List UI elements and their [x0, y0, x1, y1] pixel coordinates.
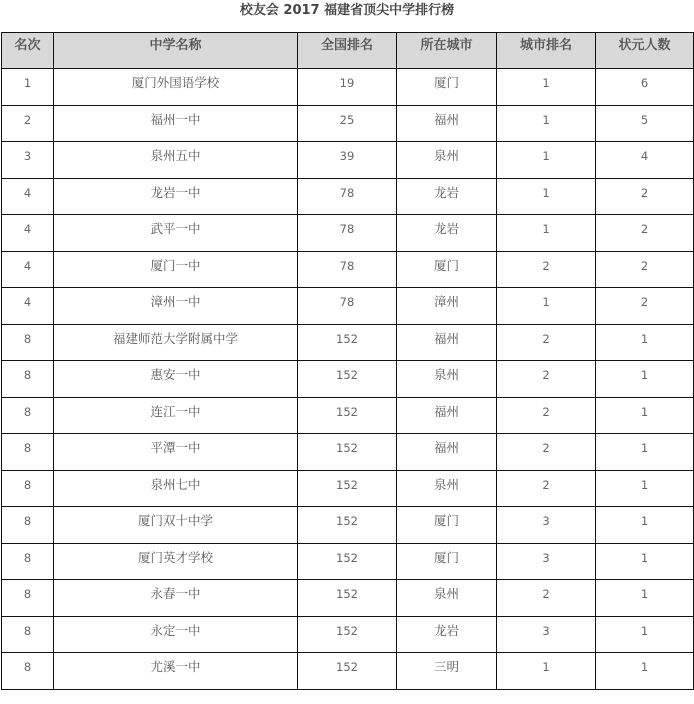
page-title: 校友会 2017 福建省顶尖中学排行榜 [239, 3, 455, 18]
cell-rank: 8 [2, 653, 54, 690]
cell-city: 泉州 [397, 470, 497, 507]
table-row [2, 215, 694, 252]
cell-city-rank: 2 [497, 361, 596, 398]
cell-city: 厦门 [397, 251, 497, 288]
cell-rank: 8 [2, 580, 54, 617]
cell-national-rank: 78 [298, 178, 397, 215]
cell-top-scorers: 1 [596, 324, 694, 361]
table-row [2, 361, 694, 398]
header-top-scorers: 状元人数 [596, 33, 694, 69]
cell-school-name: 厦门英才学校 [54, 543, 298, 580]
cell-rank: 4 [2, 288, 54, 325]
cell-city: 福州 [397, 434, 497, 471]
cell-school-name: 泉州七中 [54, 470, 298, 507]
cell-rank: 3 [2, 142, 54, 179]
table-row [2, 507, 694, 544]
cell-city: 龙岩 [397, 178, 497, 215]
cell-top-scorers: 1 [596, 616, 694, 653]
cell-national-rank: 78 [298, 288, 397, 325]
table-row [2, 251, 694, 288]
cell-school-name: 泉州五中 [54, 142, 298, 179]
cell-rank: 4 [2, 251, 54, 288]
cell-rank: 1 [2, 69, 54, 106]
cell-top-scorers: 1 [596, 361, 694, 398]
cell-city-rank: 2 [497, 324, 596, 361]
header-national-rank: 全国排名 [298, 33, 397, 69]
cell-top-scorers: 1 [596, 543, 694, 580]
table-row [2, 543, 694, 580]
cell-national-rank: 25 [298, 105, 397, 142]
table-row [2, 324, 694, 361]
cell-national-rank: 152 [298, 616, 397, 653]
table-header [2, 33, 694, 69]
header-school-name: 中学名称 [54, 33, 298, 69]
cell-city: 福州 [397, 397, 497, 434]
table-row [2, 580, 694, 617]
cell-city: 泉州 [397, 361, 497, 398]
cell-national-rank: 78 [298, 215, 397, 252]
cell-national-rank: 152 [298, 543, 397, 580]
cell-rank: 2 [2, 105, 54, 142]
cell-city: 泉州 [397, 580, 497, 617]
cell-rank: 8 [2, 434, 54, 471]
cell-school-name: 惠安一中 [54, 361, 298, 398]
cell-national-rank: 78 [298, 251, 397, 288]
cell-city-rank: 1 [497, 653, 596, 690]
table-row [2, 142, 694, 179]
cell-school-name: 福建师范大学附属中学 [54, 324, 298, 361]
ranking-table [1, 32, 694, 690]
cell-city-rank: 1 [497, 215, 596, 252]
cell-city-rank: 3 [497, 507, 596, 544]
cell-city: 漳州 [397, 288, 497, 325]
cell-top-scorers: 5 [596, 105, 694, 142]
cell-top-scorers: 1 [596, 434, 694, 471]
cell-top-scorers: 2 [596, 288, 694, 325]
cell-city-rank: 2 [497, 251, 596, 288]
cell-school-name: 漳州一中 [54, 288, 298, 325]
cell-school-name: 连江一中 [54, 397, 298, 434]
header-city: 所在城市 [397, 33, 497, 69]
cell-city: 福州 [397, 105, 497, 142]
cell-rank: 8 [2, 470, 54, 507]
cell-top-scorers: 1 [596, 470, 694, 507]
cell-city-rank: 3 [497, 616, 596, 653]
cell-rank: 8 [2, 616, 54, 653]
cell-city-rank: 1 [497, 288, 596, 325]
table-row [2, 105, 694, 142]
cell-city: 福州 [397, 324, 497, 361]
cell-top-scorers: 2 [596, 178, 694, 215]
cell-city: 龙岩 [397, 616, 497, 653]
cell-national-rank: 152 [298, 580, 397, 617]
cell-rank: 8 [2, 507, 54, 544]
cell-school-name: 永春一中 [54, 580, 298, 617]
table-body [2, 69, 694, 690]
cell-city-rank: 1 [497, 105, 596, 142]
cell-rank: 8 [2, 361, 54, 398]
cell-city-rank: 1 [497, 69, 596, 106]
table-row [2, 616, 694, 653]
cell-top-scorers: 2 [596, 215, 694, 252]
cell-top-scorers: 2 [596, 251, 694, 288]
cell-national-rank: 152 [298, 653, 397, 690]
cell-city-rank: 2 [497, 434, 596, 471]
cell-top-scorers: 1 [596, 580, 694, 617]
cell-school-name: 尤溪一中 [54, 653, 298, 690]
cell-city-rank: 2 [497, 470, 596, 507]
cell-school-name: 福州一中 [54, 105, 298, 142]
table-row [2, 288, 694, 325]
table-row [2, 434, 694, 471]
cell-national-rank: 19 [298, 69, 397, 106]
cell-city: 三明 [397, 653, 497, 690]
header-city-rank: 城市排名 [497, 33, 596, 69]
cell-national-rank: 39 [298, 142, 397, 179]
cell-school-name: 厦门一中 [54, 251, 298, 288]
cell-city-rank: 3 [497, 543, 596, 580]
table-row [2, 178, 694, 215]
cell-city-rank: 2 [497, 580, 596, 617]
table-row [2, 397, 694, 434]
cell-school-name: 武平一中 [54, 215, 298, 252]
cell-rank: 4 [2, 215, 54, 252]
table-row [2, 69, 694, 106]
header-rank: 名次 [2, 33, 54, 69]
cell-national-rank: 152 [298, 470, 397, 507]
cell-top-scorers: 6 [596, 69, 694, 106]
cell-city-rank: 1 [497, 178, 596, 215]
cell-national-rank: 152 [298, 434, 397, 471]
cell-city: 泉州 [397, 142, 497, 179]
cell-school-name: 平潭一中 [54, 434, 298, 471]
cell-national-rank: 152 [298, 361, 397, 398]
cell-top-scorers: 1 [596, 397, 694, 434]
cell-school-name: 龙岩一中 [54, 178, 298, 215]
cell-national-rank: 152 [298, 507, 397, 544]
cell-city-rank: 1 [497, 142, 596, 179]
table-row [2, 470, 694, 507]
cell-rank: 4 [2, 178, 54, 215]
cell-top-scorers: 1 [596, 653, 694, 690]
cell-school-name: 厦门双十中学 [54, 507, 298, 544]
cell-school-name: 永定一中 [54, 616, 298, 653]
cell-school-name: 厦门外国语学校 [54, 69, 298, 106]
cell-city: 龙岩 [397, 215, 497, 252]
cell-national-rank: 152 [298, 397, 397, 434]
cell-city-rank: 2 [497, 397, 596, 434]
cell-city: 厦门 [397, 507, 497, 544]
cell-city: 厦门 [397, 69, 497, 106]
cell-top-scorers: 4 [596, 142, 694, 179]
cell-rank: 8 [2, 543, 54, 580]
cell-top-scorers: 1 [596, 507, 694, 544]
header-row [2, 33, 694, 69]
cell-city: 厦门 [397, 543, 497, 580]
cell-national-rank: 152 [298, 324, 397, 361]
table-row [2, 653, 694, 690]
cell-rank: 8 [2, 397, 54, 434]
cell-rank: 8 [2, 324, 54, 361]
